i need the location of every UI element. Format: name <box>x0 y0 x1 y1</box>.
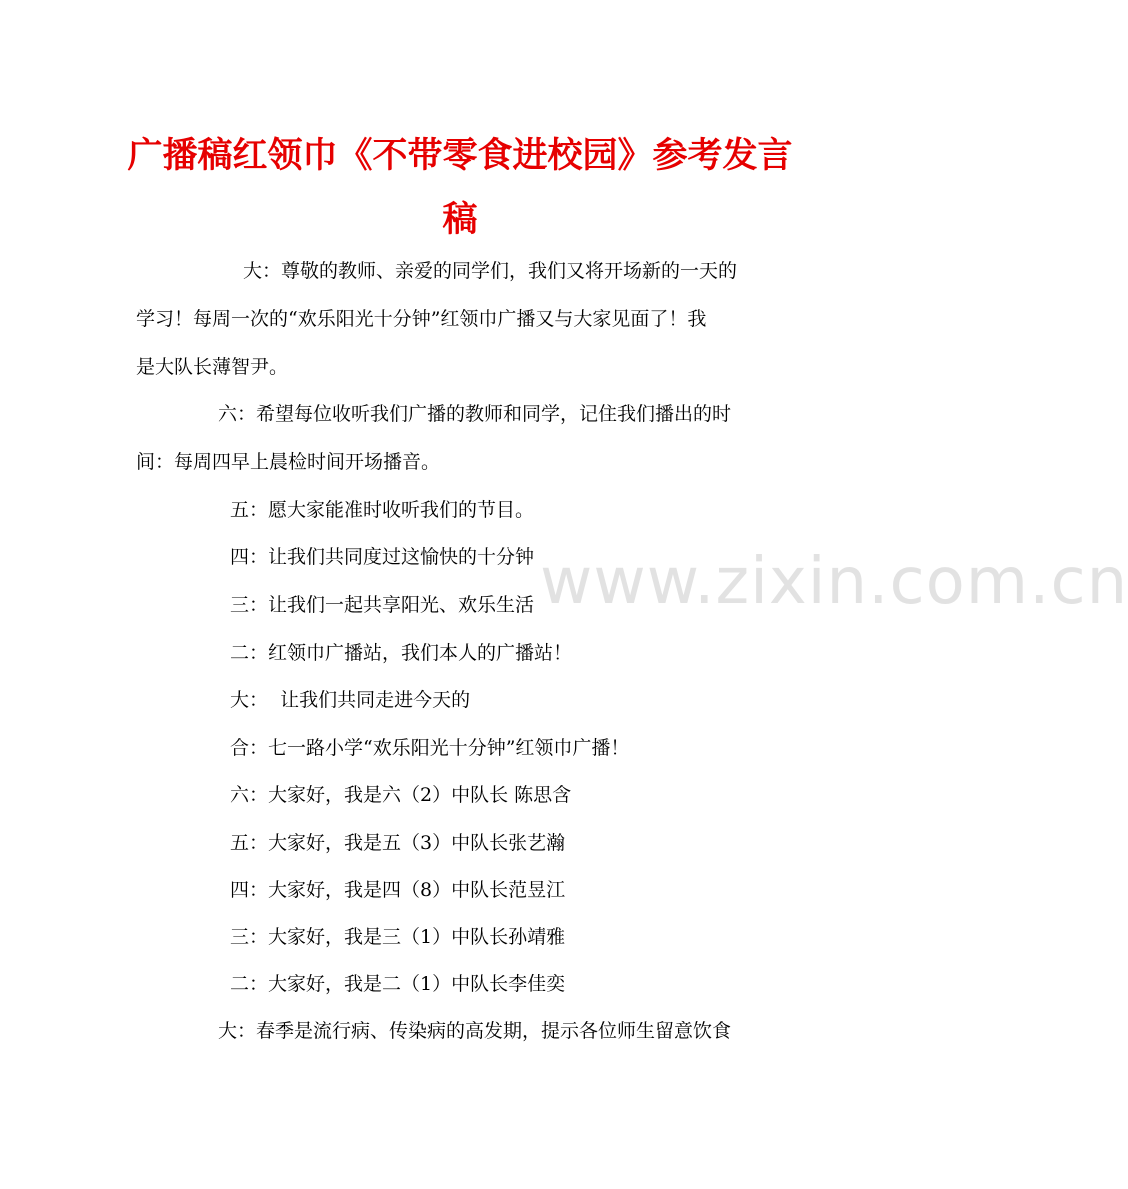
paragraph-line: 六：希望每位收听我们广播的教师和同学，记住我们播出的时 <box>218 403 732 425</box>
paragraph-line: 大：尊敬的教师、亲爱的同学们，我们又将开场新的一天的 <box>243 260 738 282</box>
paragraph: 五：愿大家能准时收听我们的节目。 <box>230 499 535 521</box>
paragraph: 二：大家好，我是二（1）中队长李佳奕 <box>230 973 566 995</box>
document-title-continued: 稿 <box>442 200 478 240</box>
paragraph: 五：大家好，我是五（3）中队长张艺瀚 <box>230 832 566 854</box>
paragraph: 四：让我们共同度过这愉快的十分钟 <box>230 546 535 568</box>
document-title: 广播稿红领巾《不带零食进校园》参考发言 <box>127 136 793 176</box>
paragraph-line: 学习！每周一次的“欢乐阳光十分钟”红领巾广播又与大家见面了！我 <box>136 308 707 330</box>
paragraph: 四：大家好，我是四（8）中队长范昱江 <box>230 879 566 901</box>
paragraph: 三：让我们一起共享阳光、欢乐生活 <box>230 594 535 616</box>
paragraph-line: 是大队长薄智尹。 <box>136 356 289 378</box>
paragraph: 六：大家好，我是六（2）中队长 陈思含 <box>230 784 572 806</box>
watermark: www.zixin.com.cn <box>540 545 1128 619</box>
paragraph: 大： 让我们共同走进今天的 <box>230 689 471 711</box>
paragraph: 二：红领巾广播站，我们本人的广播站！ <box>230 642 573 664</box>
paragraph: 大：春季是流行病、传染病的高发期，提示各位师生留意饮食 <box>218 1020 732 1042</box>
paragraph-line: 间：每周四早上晨检时间开场播音。 <box>136 451 441 473</box>
paragraph: 三：大家好，我是三（1）中队长孙靖雅 <box>230 926 566 948</box>
paragraph: 合：七一路小学“欢乐阳光十分钟”红领巾广播！ <box>230 737 630 759</box>
